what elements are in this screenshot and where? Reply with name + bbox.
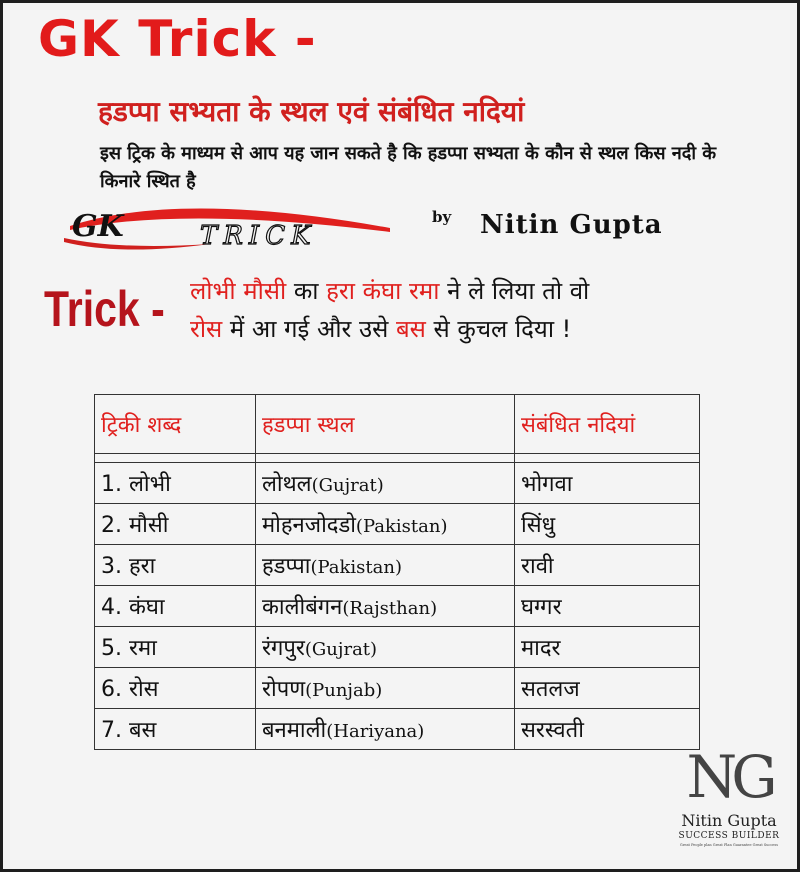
- river-name: मादर: [521, 636, 561, 661]
- logo-by-text: by: [432, 208, 452, 226]
- tricky-word: 6. रोस: [101, 677, 159, 702]
- cell-tricky-word: [95, 627, 256, 668]
- cell-site: [256, 504, 515, 545]
- site-region: (Punjab): [305, 680, 383, 701]
- cell-tricky-word: [95, 709, 256, 750]
- tricky-word: 2. मौसी: [101, 513, 169, 538]
- ng-monogram: NG: [686, 743, 772, 811]
- site-name: हडप्पा: [262, 554, 311, 579]
- table-spacer-row: [95, 454, 700, 463]
- trick-line-2: [190, 310, 750, 348]
- site-region: (Gujrat): [311, 475, 384, 496]
- ng-brand-logo: [670, 742, 788, 862]
- trick-keyword: मौसी: [243, 277, 287, 305]
- table-row: [95, 463, 700, 504]
- cell-river: [515, 586, 700, 627]
- brand-name: Nitin Gupta: [681, 811, 777, 830]
- table-header-row: [95, 395, 700, 454]
- trick-text-segment: [355, 277, 363, 305]
- gk-trick-logo: [60, 198, 720, 256]
- site-name: रोपण: [262, 677, 306, 702]
- trick-keyword: हरा: [326, 277, 355, 305]
- site-name: बनमाली: [262, 718, 327, 743]
- trick-sentence: [190, 272, 750, 348]
- trick-text-segment: का: [286, 277, 327, 305]
- tricky-word: 3. हरा: [101, 554, 156, 579]
- table-row: [95, 709, 700, 750]
- cell-river: [515, 545, 700, 586]
- trick-label: Trick -: [44, 281, 165, 337]
- site-region: (Gujrat): [304, 639, 378, 660]
- cell-river: [515, 504, 700, 545]
- table-row: [95, 586, 700, 627]
- cell-site: [256, 709, 515, 750]
- cell-river: [515, 627, 700, 668]
- cell-tricky-word: [95, 504, 256, 545]
- river-name: सतलज: [521, 677, 580, 702]
- trick-keyword: रमा: [409, 277, 440, 305]
- trick-text-segment: [401, 277, 409, 305]
- site-region: (Rajsthan): [342, 598, 438, 619]
- trick-keyword: बस: [395, 315, 426, 343]
- cell-site: [256, 668, 515, 709]
- trick-text-segment: ने ले लिया तो वो: [439, 277, 590, 305]
- site-name: रंगपुर: [262, 636, 305, 661]
- cell-site: [256, 586, 515, 627]
- trick-keyword: कंघा: [362, 277, 402, 305]
- trick-text-segment: से कुचल दिया !: [425, 315, 572, 343]
- cell-site: [256, 627, 515, 668]
- site-region: (Hariyana): [326, 721, 425, 742]
- trick-line-1: [190, 272, 750, 310]
- cell-river: [515, 668, 700, 709]
- logo-trick-text: TRICK: [200, 221, 317, 251]
- tricky-word: 4. कंघा: [101, 595, 165, 620]
- page-title: GK Trick -: [38, 10, 317, 68]
- table-row: [95, 545, 700, 586]
- topic-description: इस ट्रिक के माध्यम से आप यह जान सकते है कि हडप्पा सभ्यता के कौन से स्थल किस नदी के किनारे स्थित है: [100, 143, 717, 192]
- cell-river: [515, 463, 700, 504]
- tricky-word: 7. बस: [101, 718, 157, 743]
- cell-site: [256, 463, 515, 504]
- cell-tricky-word: [95, 668, 256, 709]
- topic-title: हडप्पा सभ्यता के स्थल एवं संबंधित नदियां: [98, 95, 525, 128]
- gk-trick-logo-graphic: [60, 198, 430, 256]
- header-harappan-site: हडप्पा स्थल: [256, 395, 515, 454]
- cell-tricky-word: [95, 463, 256, 504]
- logo-gk-text: GK: [72, 209, 124, 244]
- header-related-river: संबंधित नदियां: [515, 395, 700, 454]
- tricky-word: 1. लोभी: [101, 472, 171, 497]
- table-row: [95, 668, 700, 709]
- cell-site: [256, 545, 515, 586]
- brand-tagline: SUCCESS BUILDER: [678, 831, 780, 841]
- river-name: घग्गर: [521, 595, 562, 620]
- mapping-table: [94, 394, 700, 750]
- header-tricky-word: ट्रिकी शब्द: [95, 395, 256, 454]
- river-name: सिंधु: [521, 513, 556, 538]
- cell-tricky-word: [95, 586, 256, 627]
- table-row: [95, 504, 700, 545]
- river-name: रावी: [521, 554, 554, 579]
- site-region: (Pakistan): [355, 516, 448, 537]
- site-name: लोथल: [262, 472, 312, 497]
- trick-keyword: लोभी: [190, 277, 236, 305]
- table-row: [95, 627, 700, 668]
- site-name: मोहनजोदडो: [262, 513, 356, 538]
- site-name: कालीबंगन: [262, 595, 343, 620]
- brand-motto: Great People plan Great Plan Guarantee Great Success: [679, 843, 779, 847]
- river-name: सरस्वती: [521, 718, 584, 743]
- tricky-word: 5. रमा: [101, 636, 157, 661]
- cell-tricky-word: [95, 545, 256, 586]
- trick-text-segment: में आ गई और उसे: [222, 315, 396, 343]
- logo-author-name: Nitin Gupta: [480, 210, 663, 240]
- river-name: भोगवा: [521, 472, 573, 497]
- site-region: (Pakistan): [310, 557, 402, 578]
- trick-keyword: रोस: [190, 315, 223, 343]
